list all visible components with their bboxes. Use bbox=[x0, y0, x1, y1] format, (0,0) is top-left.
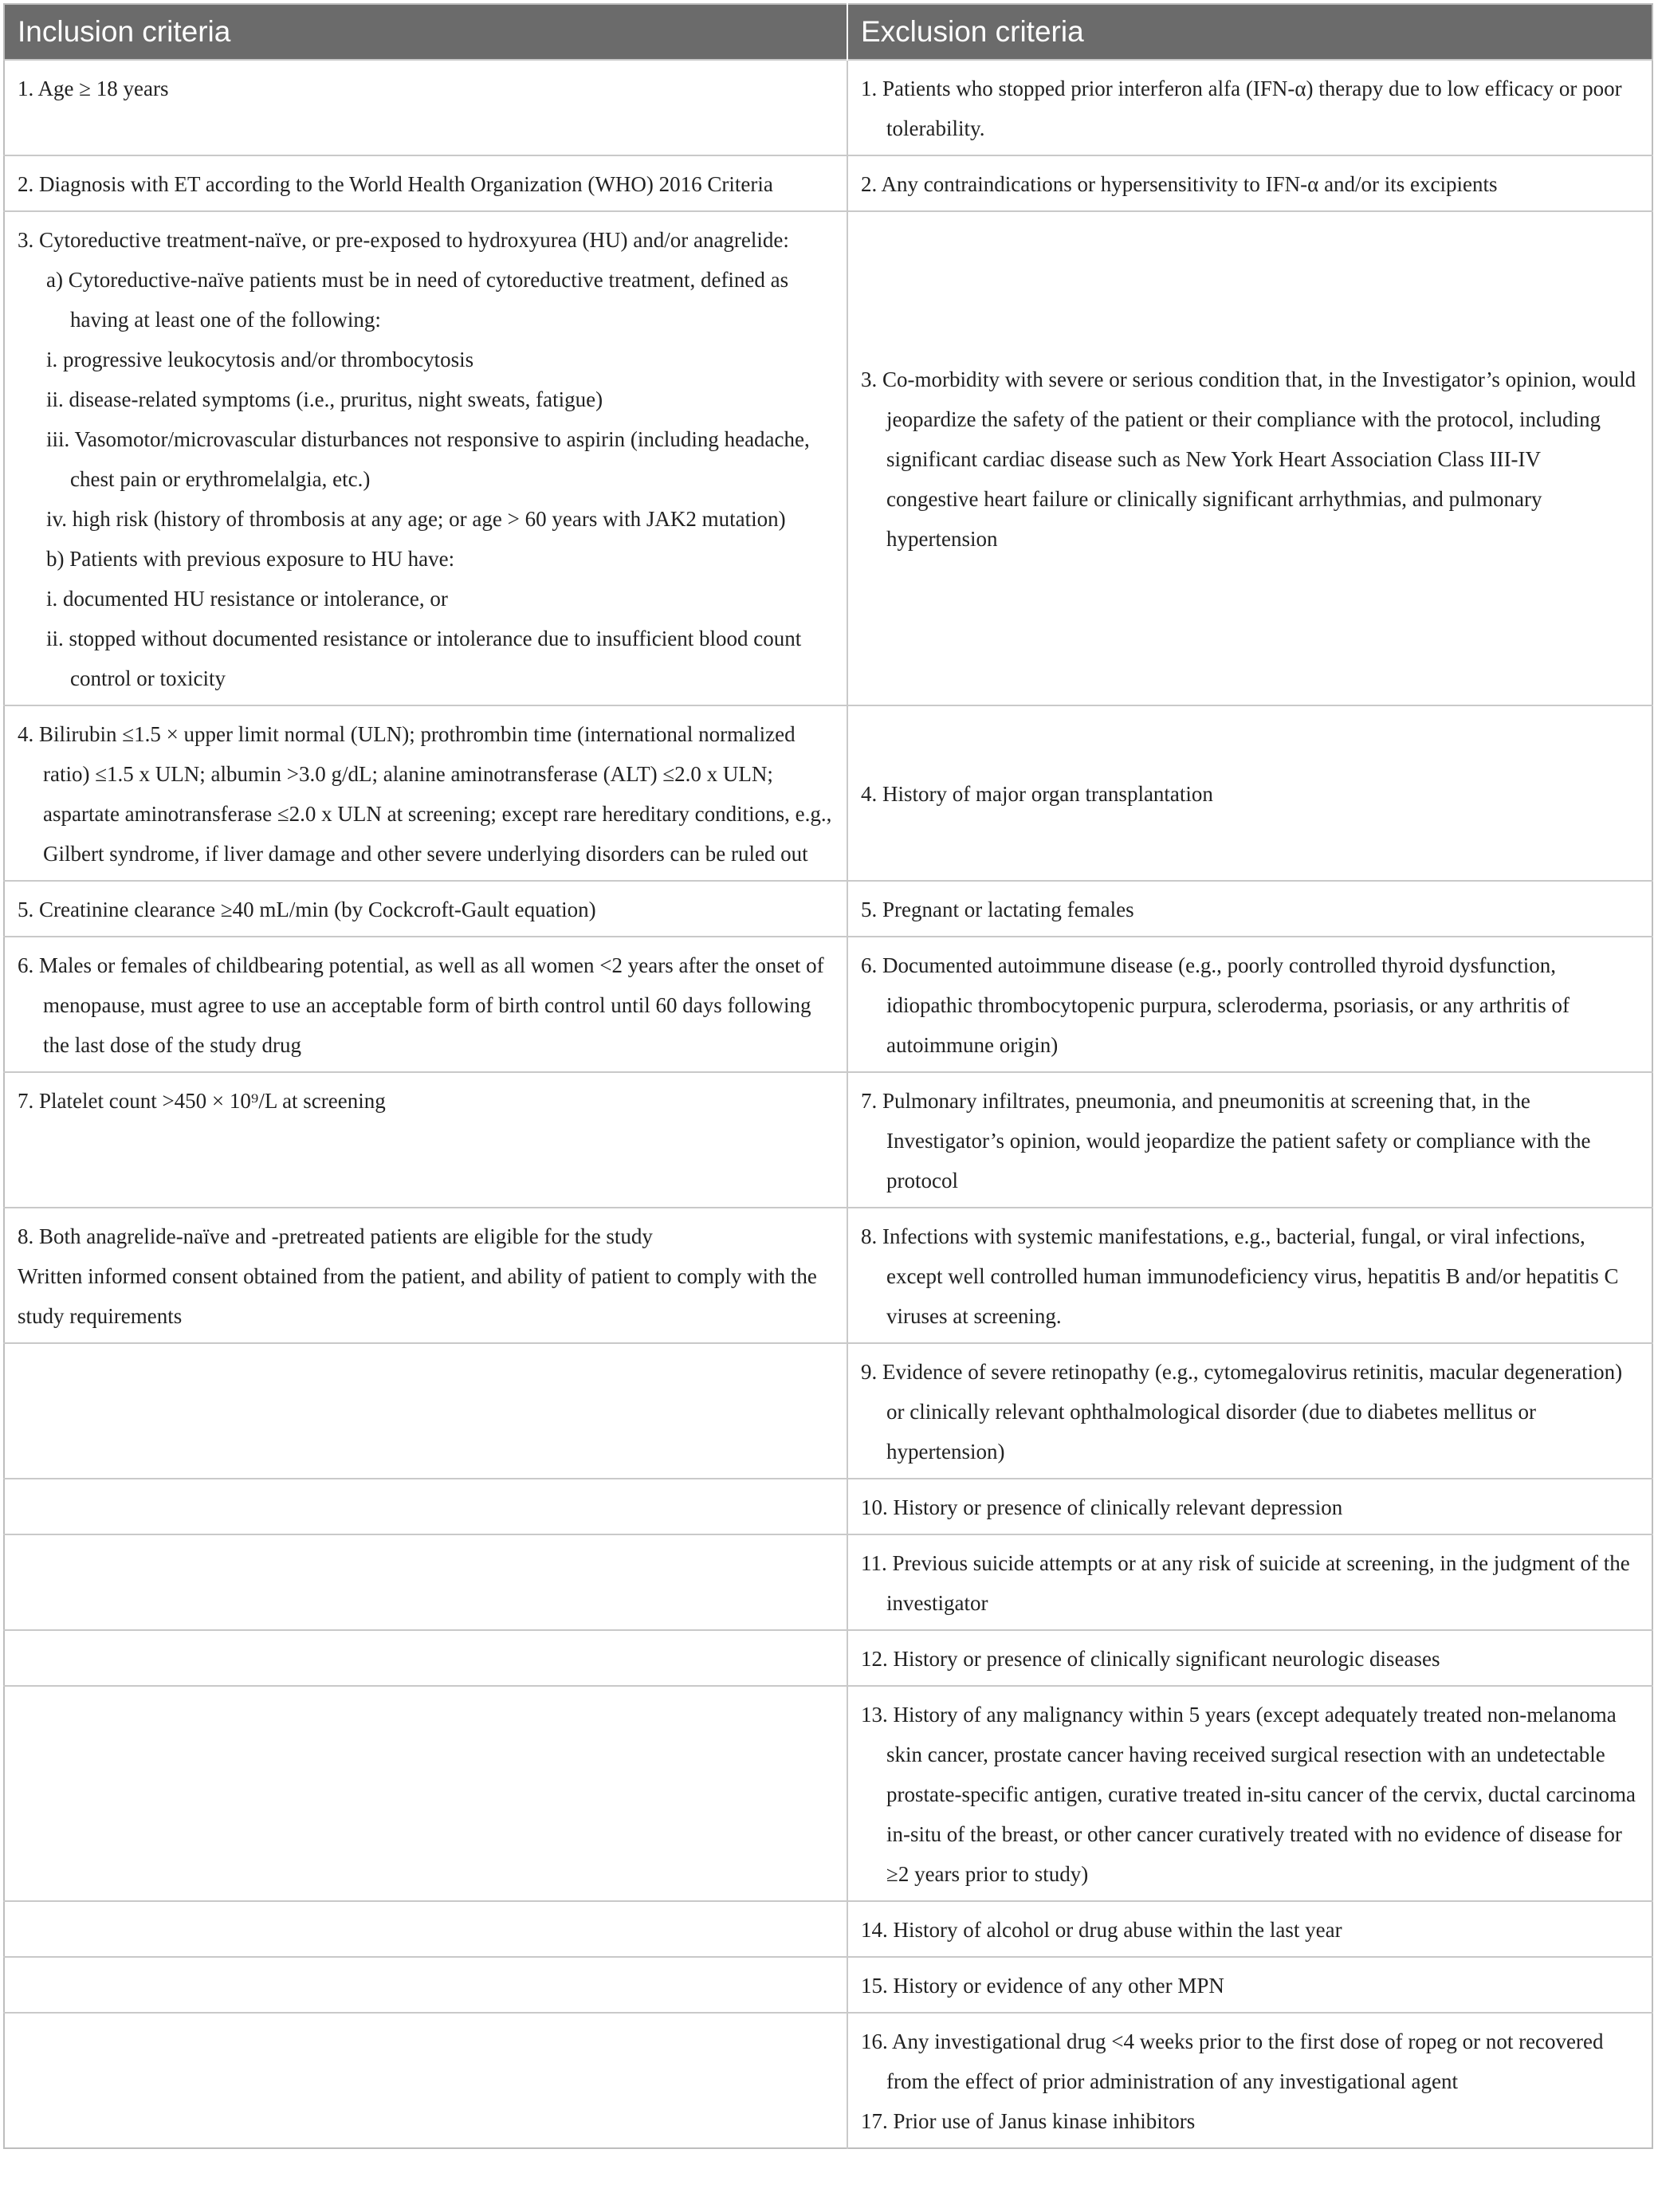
exclusion-criterion: 16. Any investigational drug <4 weeks prior to the first dose of ropeg or not recovered from the effect of prior administration of any investigational agent bbox=[861, 2029, 1604, 2093]
exclusion-criterion: 7. Pulmonary infiltrates, pneumonia, and pneumonitis at screening that, in the Investigator’s opinion, would jeopardize the patient safety or compliance with the protocol bbox=[861, 1089, 1591, 1192]
inclusion-criterion: 8. Both anagrelide-naïve and -pretreated patients are eligible for the study bbox=[18, 1224, 653, 1248]
table-row bbox=[4, 211, 1652, 705]
table-row bbox=[4, 881, 1652, 937]
exclusion-criterion: 11. Previous suicide attempts or at any risk of suicide at screening, in the judgment of the investigator bbox=[861, 1551, 1630, 1615]
criteria-body bbox=[4, 60, 1652, 2148]
table-row bbox=[4, 155, 1652, 211]
exclusion-cell bbox=[847, 1630, 1652, 1686]
inclusion-criterion: a) Cytoreductive-naïve patients must be in need of cytoreductive treatment, defined as having at least one of the following: bbox=[46, 268, 789, 332]
inclusion-cell bbox=[4, 60, 847, 155]
inclusion-criterion: iv. high risk (history of thrombosis at any age; or age > 60 years with JAK2 mutation) bbox=[46, 507, 786, 531]
exclusion-cell bbox=[847, 1208, 1652, 1343]
exclusion-cell bbox=[847, 705, 1652, 881]
exclusion-criterion: 12. History or presence of clinically significant neurologic diseases bbox=[861, 1647, 1440, 1671]
inclusion-criterion: Written informed consent obtained from the patient, and ability of patient to comply with the study requirements bbox=[18, 1264, 817, 1328]
exclusion-cell bbox=[847, 1534, 1652, 1630]
exclusion-criterion: 15. History or evidence of any other MPN bbox=[861, 1974, 1224, 1998]
inclusion-criterion: iii. Vasomotor/microvascular disturbances not responsive to aspirin (including headache, chest pain or erythromelalgia, etc.) bbox=[46, 427, 810, 491]
table-row bbox=[4, 1343, 1652, 1479]
inclusion-cell bbox=[4, 1343, 847, 1479]
exclusion-criterion: 14. History of alcohol or drug abuse within the last year bbox=[861, 1918, 1342, 1942]
exclusion-cell bbox=[847, 1686, 1652, 1901]
table-row bbox=[4, 1534, 1652, 1630]
inclusion-cell bbox=[4, 155, 847, 211]
exclusion-criterion: 13. History of any malignancy within 5 years (except adequately treated non-melanoma skin cancer, prostate cancer having received surgical resection with an undetectable prostate-specific antigen, curative treated in-situ cancer of the cervix, ductal carcinoma in-situ of the breast, or other cancer curatively treated with no evidence of disease for ≥2 years prior to study) bbox=[861, 1703, 1636, 1886]
exclusion-criterion: 8. Infections with systemic manifestations, e.g., bacterial, fungal, or viral infections, except well controlled human immunodeficiency virus, hepatitis B and/or hepatitis C viruses at screening. bbox=[861, 1224, 1619, 1328]
inclusion-cell bbox=[4, 937, 847, 1072]
inclusion-criterion: 6. Males or females of childbearing potential, as well as all women <2 years after the onset of menopause, must agree to use an acceptable form of birth control until 60 days following the last dose of the study drug bbox=[18, 953, 824, 1057]
inclusion-criterion: 4. Bilirubin ≤1.5 × upper limit normal (ULN); prothrombin time (international normalized ratio) ≤1.5 x ULN; albumin >3.0 g/dL; alanine aminotransferase (ALT) ≤2.0 x ULN; aspartate aminotransferase ≤2.0 x ULN at screening; except rare hereditary conditions, e.g., Gilbert syndrome, if liver damage and other severe underlying disorders can be ruled out bbox=[18, 722, 832, 866]
exclusion-cell bbox=[847, 1957, 1652, 2013]
table-row bbox=[4, 60, 1652, 155]
inclusion-criterion: 3. Cytoreductive treatment-naïve, or pre-exposed to hydroxyurea (HU) and/or anagrelide: bbox=[18, 228, 789, 252]
table-row bbox=[4, 1208, 1652, 1343]
table-row bbox=[4, 2013, 1652, 2148]
exclusion-criterion: 17. Prior use of Janus kinase inhibitors bbox=[861, 2109, 1196, 2133]
inclusion-cell bbox=[4, 1630, 847, 1686]
table-row bbox=[4, 937, 1652, 1072]
exclusion-criterion: 2. Any contraindications or hypersensitivity to IFN-α and/or its excipients bbox=[861, 172, 1498, 196]
inclusion-criterion: i. documented HU resistance or intolerance, or bbox=[46, 587, 448, 611]
exclusion-cell bbox=[847, 211, 1652, 705]
criteria-table bbox=[3, 3, 1653, 2149]
inclusion-criterion: ii. disease-related symptoms (i.e., pruritus, night sweats, fatigue) bbox=[46, 387, 603, 411]
inclusion-cell bbox=[4, 1686, 847, 1901]
inclusion-criterion: 7. Platelet count >450 × 10⁹/L at screening bbox=[18, 1089, 386, 1113]
exclusion-cell bbox=[847, 1343, 1652, 1479]
inclusion-cell bbox=[4, 1534, 847, 1630]
inclusion-criterion: 1. Age ≥ 18 years bbox=[18, 77, 169, 100]
exclusion-criterion: 1. Patients who stopped prior interferon alfa (IFN-α) therapy due to low efficacy or poor tolerability. bbox=[861, 77, 1622, 140]
inclusion-header: Inclusion criteria bbox=[4, 4, 847, 60]
exclusion-criterion: 3. Co-morbidity with severe or serious condition that, in the Investigator’s opinion, would jeopardize the safety of the patient or their compliance with the protocol, including significant cardiac disease such as New York Heart Association Class III-IV congestive heart failure or clinically significant arrhythmias, and pulmonary hypertension bbox=[861, 367, 1636, 551]
inclusion-cell bbox=[4, 881, 847, 937]
inclusion-criterion: 5. Creatinine clearance ≥40 mL/min (by Cockcroft-Gault equation) bbox=[18, 898, 596, 921]
inclusion-cell bbox=[4, 1957, 847, 2013]
exclusion-cell bbox=[847, 1072, 1652, 1208]
exclusion-cell bbox=[847, 881, 1652, 937]
exclusion-cell bbox=[847, 155, 1652, 211]
inclusion-cell bbox=[4, 211, 847, 705]
table-row bbox=[4, 1630, 1652, 1686]
inclusion-criterion: 2. Diagnosis with ET according to the World Health Organization (WHO) 2016 Criteria bbox=[18, 172, 773, 196]
inclusion-criterion: ii. stopped without documented resistance or intolerance due to insufficient blood count control or toxicity bbox=[46, 627, 802, 690]
table-row bbox=[4, 1686, 1652, 1901]
exclusion-cell bbox=[847, 1901, 1652, 1957]
header-row bbox=[4, 4, 1652, 60]
table-row bbox=[4, 1479, 1652, 1534]
inclusion-cell bbox=[4, 705, 847, 881]
inclusion-cell bbox=[4, 1072, 847, 1208]
inclusion-cell bbox=[4, 1901, 847, 1957]
table-row bbox=[4, 705, 1652, 881]
exclusion-criterion: 4. History of major organ transplantation bbox=[861, 782, 1213, 806]
inclusion-cell bbox=[4, 1208, 847, 1343]
exclusion-cell bbox=[847, 937, 1652, 1072]
inclusion-cell bbox=[4, 2013, 847, 2148]
exclusion-cell bbox=[847, 1479, 1652, 1534]
exclusion-criterion: 10. History or presence of clinically relevant depression bbox=[861, 1495, 1343, 1519]
exclusion-criterion: 6. Documented autoimmune disease (e.g., poorly controlled thyroid dysfunction, idiopathic thrombocytopenic purpura, scleroderma, psoriasis, or any arthritis of autoimmune origin) bbox=[861, 953, 1570, 1057]
exclusion-cell bbox=[847, 2013, 1652, 2148]
table-row bbox=[4, 1072, 1652, 1208]
inclusion-cell bbox=[4, 1479, 847, 1534]
exclusion-criterion: 9. Evidence of severe retinopathy (e.g., cytomegalovirus retinitis, macular degeneration) or clinically relevant ophthalmological disorder (due to diabetes mellitus or hypertension) bbox=[861, 1360, 1623, 1464]
inclusion-criterion: b) Patients with previous exposure to HU have: bbox=[46, 547, 455, 571]
table-row bbox=[4, 1957, 1652, 2013]
exclusion-criterion: 5. Pregnant or lactating females bbox=[861, 898, 1134, 921]
exclusion-header: Exclusion criteria bbox=[847, 4, 1652, 60]
inclusion-criterion: i. progressive leukocytosis and/or thrombocytosis bbox=[46, 348, 474, 371]
exclusion-cell bbox=[847, 60, 1652, 155]
table-row bbox=[4, 1901, 1652, 1957]
